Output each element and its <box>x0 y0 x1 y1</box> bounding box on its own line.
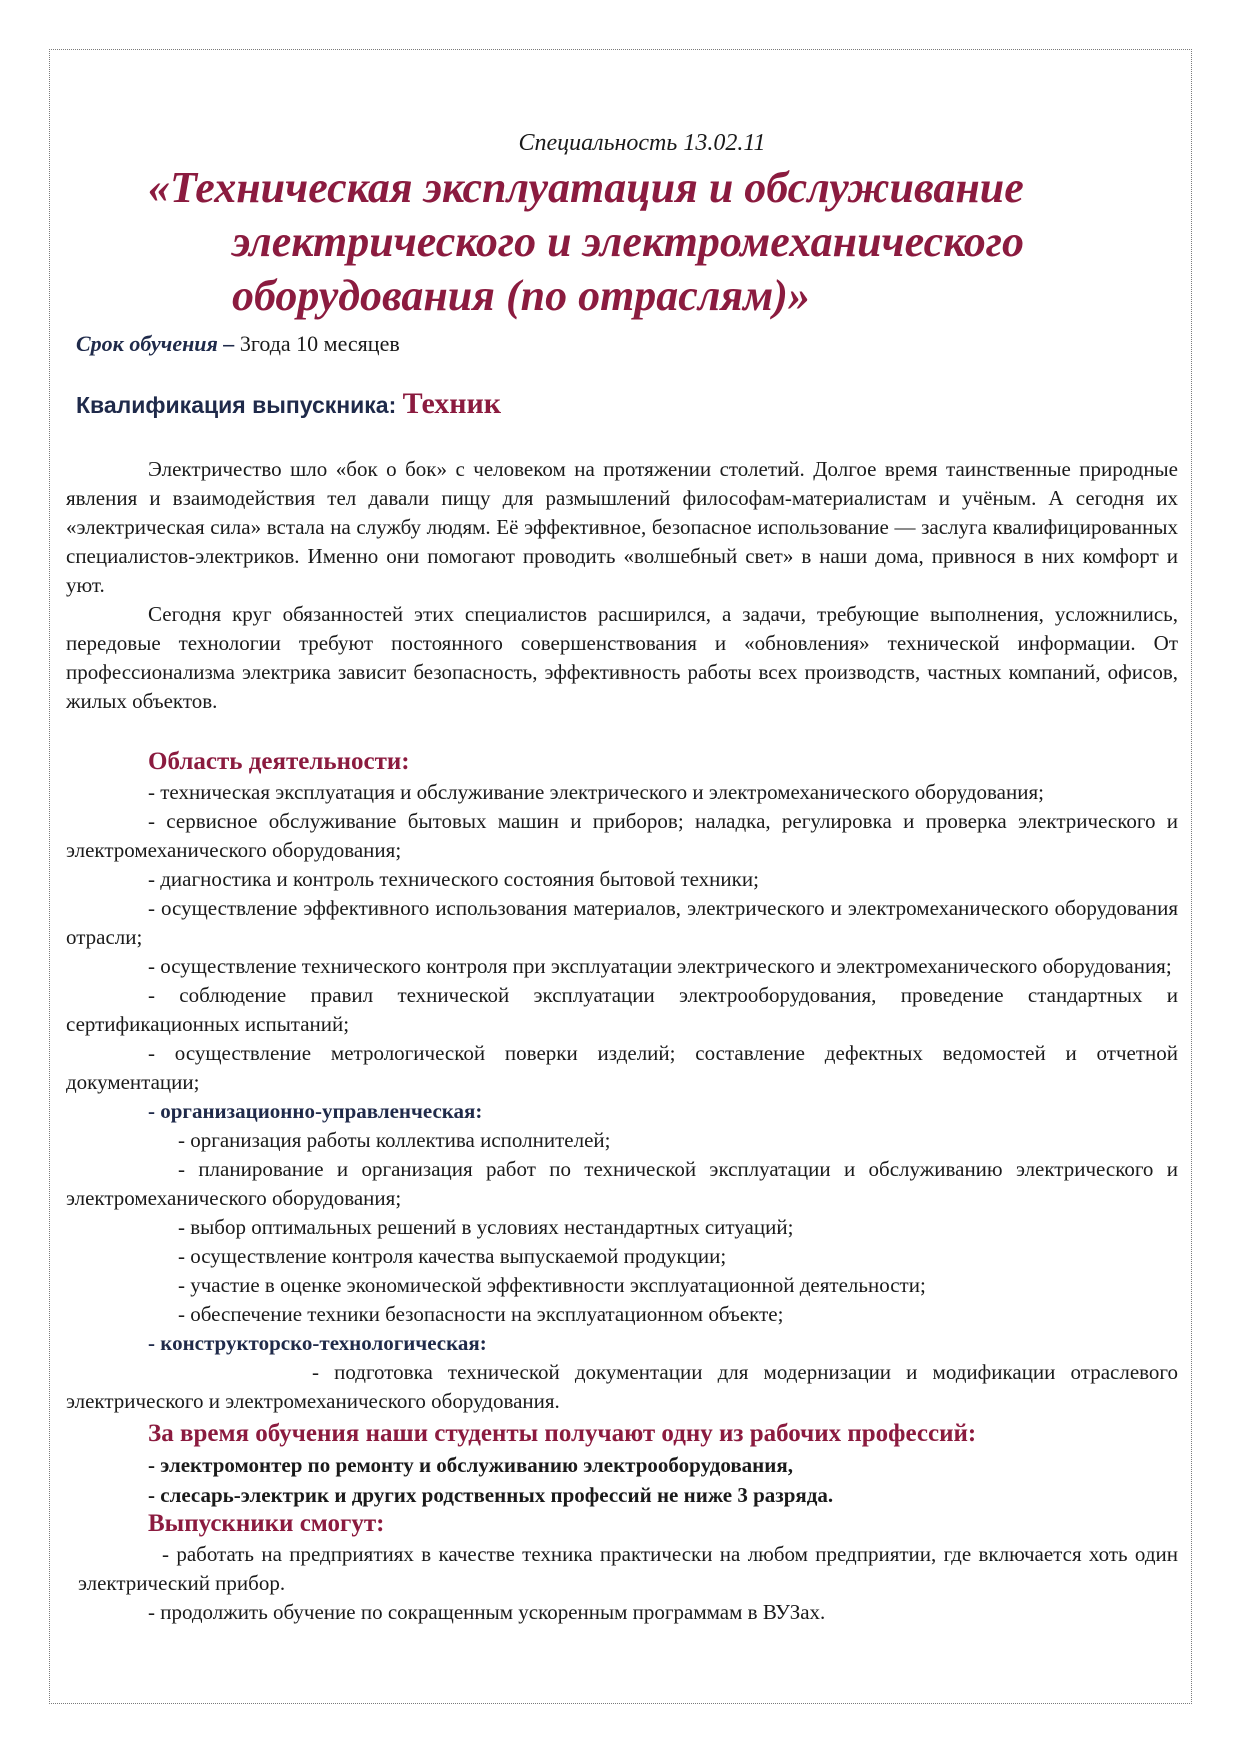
intro-paragraph: Сегодня круг обязанностей этих специалистов расширился, а задачи, требующие выполнения, усложнились, передовые технологии требуют постоянного совершенствования и «обновления» технической информации. От профессионализма электрика зависит безопасность, эффективность работы всех производств, частных компаний, офисов, жилых объектов. <box>66 602 1178 713</box>
study-term-value: 3года 10 месяцев <box>234 331 400 356</box>
qualification-label: Квалификация выпускника: <box>76 392 403 418</box>
activity-item: - сервисное обслуживание бытовых машин и приборов; наладка, регулировка и проверка электрического и электромеханического оборудования; <box>66 809 1178 862</box>
org-management-item: - организация работы коллектива исполнителей; <box>178 1128 611 1152</box>
design-tech-heading: - конструкторско-технологическая: <box>148 1331 487 1355</box>
activity-heading: Область деятельности: <box>148 748 410 775</box>
document-body <box>66 130 1178 1627</box>
org-management-heading: - организационно-управленческая: <box>148 1099 483 1123</box>
graduates-item: - работать на предприятиях в качестве техника практически на любом предприятии, где включается хоть один электрический прибор. <box>78 1542 1178 1595</box>
org-management-item: - выбор оптимальных решений в условиях нестандартных ситуаций; <box>178 1215 794 1239</box>
activity-item: - соблюдение правил технической эксплуатации электрооборудования, проведение стандартных и сертификационных испытаний; <box>66 983 1178 1036</box>
org-management-item: - осуществление контроля качества выпускаемой продукции; <box>178 1244 727 1268</box>
profession-item: - слесарь-электрик и других родственных профессий не ниже 3 разряда. <box>148 1483 834 1507</box>
qualification-value: Техник <box>402 387 502 420</box>
title-line-2: электрического и электромеханического <box>232 217 1024 266</box>
activity-item: - диагностика и контроль технического состояния бытовой техники; <box>148 867 759 891</box>
org-management-item: - планирование и организация работ по технической эксплуатации и обслуживанию электрического и электромеханического оборудования; <box>66 1157 1178 1210</box>
graduates-item: - продолжить обучение по сокращенным ускоренным программам в ВУЗах. <box>148 1600 826 1624</box>
activity-section <box>66 748 1178 1416</box>
professions-section <box>66 1420 1178 1510</box>
graduates-section <box>66 1510 1178 1627</box>
study-term-label: Срок обучения – <box>76 331 235 356</box>
org-management-item: - обеспечение техники безопасности на эксплуатационном объекте; <box>178 1302 784 1326</box>
org-management-item: - участие в оценке экономической эффективности эксплуатационной деятельности; <box>178 1273 926 1297</box>
profession-item: - электромонтер по ремонту и обслуживанию электрооборудования, <box>148 1453 793 1477</box>
activity-item: - осуществление эффективного использования материалов, электрического и электромеханического оборудования отрасли; <box>66 896 1178 949</box>
specialty-code: Специальность 13.02.11 <box>518 130 766 156</box>
page-title <box>66 161 1178 323</box>
qualification <box>76 387 1178 421</box>
intro-section <box>66 455 1178 716</box>
graduates-heading: Выпускники смогут: <box>148 1510 385 1537</box>
design-tech-item: - подготовка технической документации для модернизации и модификации отраслевого электрического и электромеханического оборудования. <box>66 1360 1178 1413</box>
title-line-1: «Техническая эксплуатация и обслуживание <box>148 163 1024 212</box>
study-term <box>76 331 1178 357</box>
activity-item: - осуществление технического контроля при эксплуатации электрического и электромеханического оборудования; <box>148 954 1172 978</box>
intro-paragraph: Электричество шло «бок о бок» с человеком на протяжении столетий. Долгое время таинственные природные явления и взаимодействия тел давали пищу для размышлений философам-материалистам и учёным. А сегодня их «электрическая сила» встала на службу людям. Её эффективное, безопасное использование — заслуга квалифицированных специалистов-электриков. Именно они помогают проводить «волшебный свет» в наши дома, привнося в них комфорт и уют. <box>66 457 1178 597</box>
activity-item: - осуществление метрологической поверки изделий; составление дефектных ведомостей и отчетной документации; <box>66 1041 1178 1094</box>
professions-heading: За время обучения наши студенты получают одну из рабочих профессий: <box>148 1420 977 1447</box>
activity-item: - техническая эксплуатация и обслуживание электрического и электромеханического оборудования; <box>148 780 1044 804</box>
title-line-3: оборудования (по отраслям)» <box>232 271 810 320</box>
